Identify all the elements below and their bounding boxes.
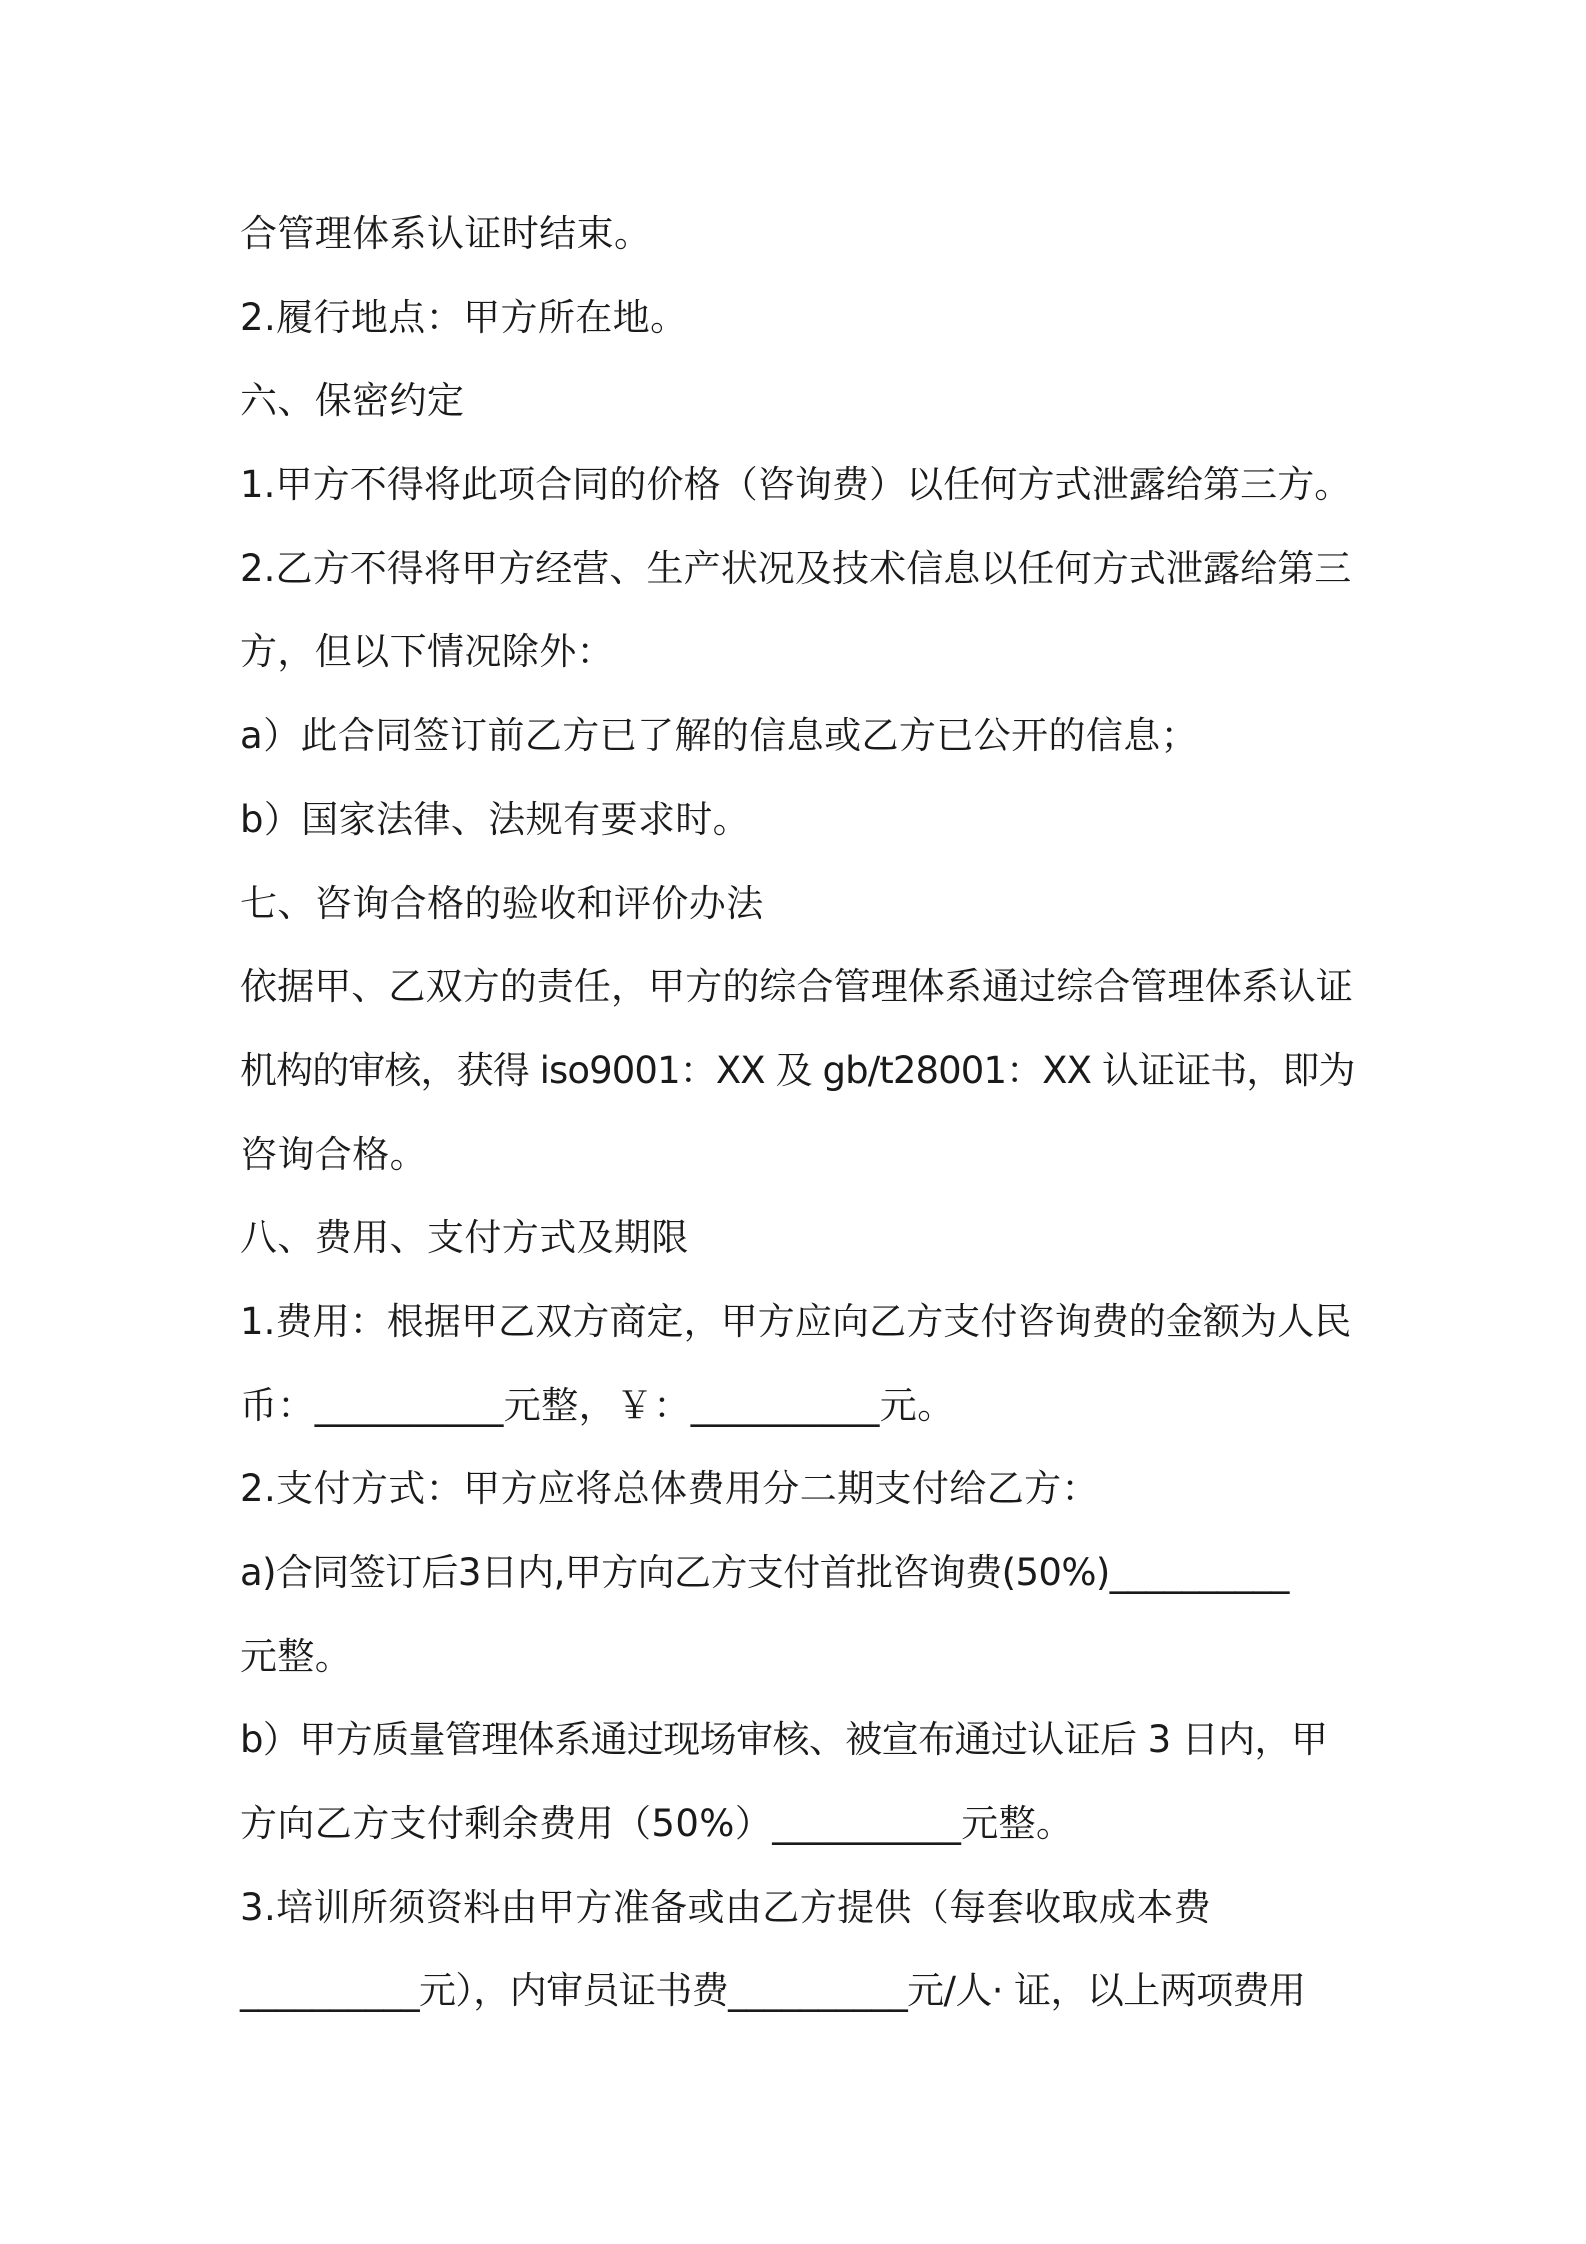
text-line-11: 机构的审核，获得 iso9001：XX 及 gb/t28001：XX 认证证书，即为 [240, 1048, 1355, 1092]
text-line-14: 1.费用：根据甲乙双方商定，甲方应向乙方支付咨询费的金额为人民 [240, 1299, 1352, 1343]
text-line-17: a)合同签订后3日内,甲方向乙方支付首批咨询费(50%)__________ [240, 1551, 1289, 1594]
text-line-5: 2.乙方不得将甲方经营、生产状况及技术信息以任何方式泄露给第三 [240, 546, 1352, 590]
text-line-4: 1.甲方不得将此项合同的价格（咨询费）以任何方式泄露给第三方。 [240, 463, 1352, 507]
text-line-1: 合管理体系认证时结束。 [240, 212, 652, 255]
text-line-21: 3.培训所须资料由甲方准备或由乙方提供（每套收取成本费 [240, 1885, 1212, 1929]
text-line-7: a）此合同签订前乙方已了解的信息或乙方已公开的信息； [240, 714, 1199, 758]
text-line-12: 咨询合格。 [240, 1132, 427, 1176]
text-line-6: 方，但以下情况除外： [240, 630, 614, 674]
text-line-16: 2.支付方式：甲方应将总体费用分二期支付给乙方： [240, 1467, 1099, 1511]
text-line-10: 依据甲、乙双方的责任，甲方的综合管理体系通过综合管理体系认证 [240, 965, 1353, 1009]
text-line-8: b）国家法律、法规有要求时。 [240, 797, 751, 841]
text-line-22: __________元），内审员证书费__________元/人· 证，以上两项费用 [240, 1969, 1306, 2013]
document-body [240, 192, 1360, 2033]
text-line-19: b）甲方质量管理体系通过现场审核、被宣布通过认证后 3 日内，甲 [240, 1718, 1328, 1762]
section-heading-fees: 八、费用、支付方式及期限 [240, 1216, 689, 1260]
section-heading-acceptance: 七、咨询合格的验收和评价办法 [240, 881, 764, 925]
text-line-18: 元整。 [240, 1634, 353, 1678]
text-line-20: 方向乙方支付剩余费用（50%）__________元整。 [240, 1802, 1074, 1846]
section-heading-confidentiality: 六、保密约定 [240, 379, 465, 423]
text-line-2: 2.履行地点：甲方所在地。 [240, 295, 688, 339]
text-line-15: 币：__________元整，￥：__________元。 [240, 1383, 955, 1427]
